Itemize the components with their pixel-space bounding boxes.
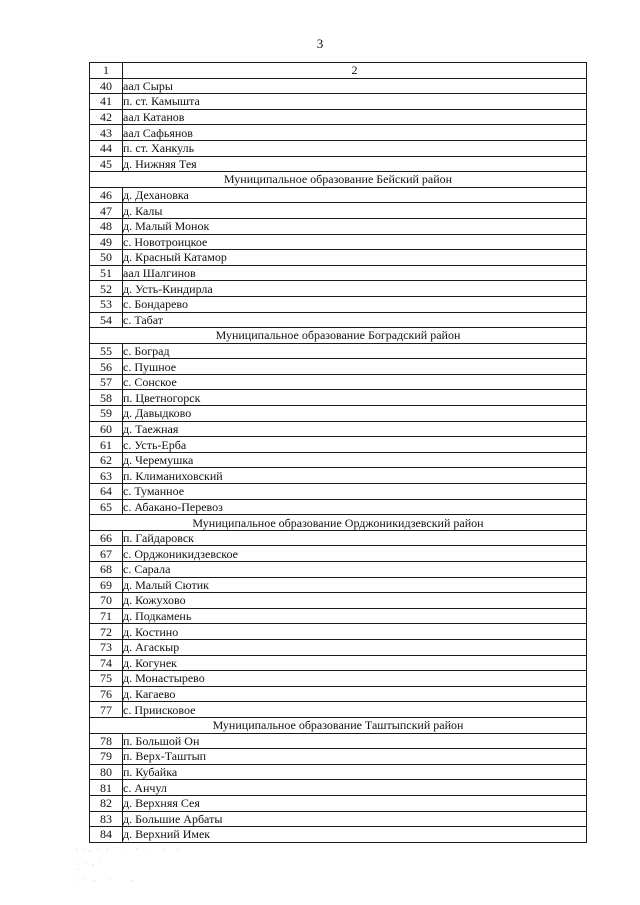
table-row: [90, 827, 587, 843]
row-number: 73: [90, 639, 123, 655]
section-title: Муниципальное образование Боградский район: [90, 328, 587, 344]
row-number: 69: [90, 577, 123, 593]
row-number: 52: [90, 281, 123, 297]
settlement-name: с. Приисковое: [123, 702, 587, 718]
table-row: [90, 562, 587, 578]
settlement-name: с. Новотроицкое: [123, 234, 587, 250]
settlement-name: п. ст. Камышта: [123, 94, 587, 110]
table-row: [90, 312, 587, 328]
row-number: 47: [90, 203, 123, 219]
row-number: 67: [90, 546, 123, 562]
row-number: 65: [90, 499, 123, 515]
table-row: [90, 156, 587, 172]
table-row: [90, 421, 587, 437]
settlement-name: п. Климаниховский: [123, 468, 587, 484]
section-header-row: [90, 172, 587, 188]
section-title: Муниципальное образование Таштыпский район: [90, 717, 587, 733]
settlement-name: д. Дехановка: [123, 187, 587, 203]
table-row: [90, 686, 587, 702]
table-row: [90, 593, 587, 609]
settlement-name: с. Сонское: [123, 374, 587, 390]
row-number: 74: [90, 655, 123, 671]
table-row: [90, 655, 587, 671]
settlement-name: с. Туманное: [123, 484, 587, 500]
table-row: [90, 484, 587, 500]
table-row: [90, 140, 587, 156]
settlement-name: д. Верхняя Сея: [123, 795, 587, 811]
settlement-name: д. Калы: [123, 203, 587, 219]
table-row: [90, 390, 587, 406]
row-number: 71: [90, 608, 123, 624]
table-row: [90, 608, 587, 624]
settlement-name: д. Малый Сютик: [123, 577, 587, 593]
table-row: [90, 624, 587, 640]
table-row: [90, 811, 587, 827]
row-number: 64: [90, 484, 123, 500]
settlement-name: д. Большие Арбаты: [123, 811, 587, 827]
settlement-name: с. Анчул: [123, 780, 587, 796]
row-number: 78: [90, 733, 123, 749]
row-number: 81: [90, 780, 123, 796]
table-row: [90, 281, 587, 297]
settlement-name: д. Кагаево: [123, 686, 587, 702]
section-title: Муниципальное образование Бейский район: [90, 172, 587, 188]
row-number: 63: [90, 468, 123, 484]
row-number: 53: [90, 296, 123, 312]
table-row: [90, 530, 587, 546]
table-header-row: [90, 63, 587, 79]
row-number: 41: [90, 94, 123, 110]
row-number: 84: [90, 827, 123, 843]
row-number: 61: [90, 437, 123, 453]
settlement-name: д. Красный Катамор: [123, 250, 587, 266]
row-number: 80: [90, 764, 123, 780]
settlement-name: д. Давыдково: [123, 406, 587, 422]
table-row: [90, 452, 587, 468]
settlements-table: [89, 62, 587, 843]
row-number: 54: [90, 312, 123, 328]
settlement-name: с. Бондарево: [123, 296, 587, 312]
settlement-name: п. Кубайка: [123, 764, 587, 780]
settlement-name: с. Орджоникидзевское: [123, 546, 587, 562]
settlement-name: аал Катанов: [123, 109, 587, 125]
row-number: 49: [90, 234, 123, 250]
row-number: 57: [90, 374, 123, 390]
settlement-name: аал Сафьянов: [123, 125, 587, 141]
settlement-name: д. Кожухово: [123, 593, 587, 609]
table-row: [90, 406, 587, 422]
table-row: [90, 780, 587, 796]
table-row: [90, 125, 587, 141]
settlement-name: д. Верхний Имек: [123, 827, 587, 843]
settlement-name: д. Черемушка: [123, 452, 587, 468]
settlement-name: д. Костино: [123, 624, 587, 640]
row-number: 62: [90, 452, 123, 468]
settlement-name: аал Шалгинов: [123, 265, 587, 281]
table-row: [90, 577, 587, 593]
settlement-name: д. Когунек: [123, 655, 587, 671]
table-row: [90, 343, 587, 359]
row-number: 58: [90, 390, 123, 406]
settlement-name: аал Сыры: [123, 78, 587, 94]
row-number: 50: [90, 250, 123, 266]
row-number: 68: [90, 562, 123, 578]
section-header-row: [90, 717, 587, 733]
section-title: Муниципальное образование Орджоникидзевский район: [90, 515, 587, 531]
row-number: 72: [90, 624, 123, 640]
table-row: [90, 218, 587, 234]
table-row: [90, 296, 587, 312]
settlement-name: д. Монастырево: [123, 671, 587, 687]
table-row: [90, 94, 587, 110]
table-row: [90, 468, 587, 484]
settlement-name: с. Абакано-Перевоз: [123, 499, 587, 515]
row-number: 59: [90, 406, 123, 422]
row-number: 48: [90, 218, 123, 234]
row-number: 83: [90, 811, 123, 827]
row-number: 44: [90, 140, 123, 156]
table-row: [90, 795, 587, 811]
row-number: 60: [90, 421, 123, 437]
table-row: [90, 671, 587, 687]
settlement-name: д. Малый Монок: [123, 218, 587, 234]
row-number: 79: [90, 749, 123, 765]
table-row: [90, 250, 587, 266]
row-number: 76: [90, 686, 123, 702]
table-row: [90, 187, 587, 203]
row-number: 66: [90, 530, 123, 546]
table-row: [90, 546, 587, 562]
row-number: 42: [90, 109, 123, 125]
table-row: [90, 78, 587, 94]
page-number: 3: [316, 36, 324, 51]
row-number: 45: [90, 156, 123, 172]
column-header-number: 1: [90, 63, 123, 79]
settlement-name: с. Боград: [123, 343, 587, 359]
row-number: 43: [90, 125, 123, 141]
table-row: [90, 374, 587, 390]
settlement-name: с. Пушное: [123, 359, 587, 375]
table-row: [90, 499, 587, 515]
settlement-name: д. Подкамень: [123, 608, 587, 624]
table-row: [90, 639, 587, 655]
settlement-name: д. Таежная: [123, 421, 587, 437]
settlement-name: д. Агаскыр: [123, 639, 587, 655]
settlement-name: п. Гайдаровск: [123, 530, 587, 546]
settlement-name: д. Нижняя Тея: [123, 156, 587, 172]
section-header-row: [90, 515, 587, 531]
row-number: 82: [90, 795, 123, 811]
settlement-name: п. Большой Он: [123, 733, 587, 749]
settlement-name: с. Усть-Ерба: [123, 437, 587, 453]
table-row: [90, 437, 587, 453]
table-row: [90, 359, 587, 375]
settlement-name: с. Сарала: [123, 562, 587, 578]
settlement-name: п. ст. Ханкуль: [123, 140, 587, 156]
column-header-name: 2: [123, 63, 587, 79]
table-row: [90, 265, 587, 281]
row-number: 51: [90, 265, 123, 281]
table-row: [90, 234, 587, 250]
settlement-name: п. Цветногорск: [123, 390, 587, 406]
settlement-name: с. Табат: [123, 312, 587, 328]
section-header-row: [90, 328, 587, 344]
row-number: 46: [90, 187, 123, 203]
row-number: 55: [90, 343, 123, 359]
table-row: [90, 702, 587, 718]
row-number: 40: [90, 78, 123, 94]
row-number: 56: [90, 359, 123, 375]
row-number: 77: [90, 702, 123, 718]
scan-noise-artifact: [74, 846, 194, 891]
settlement-name: п. Верх-Таштып: [123, 749, 587, 765]
table-row: [90, 733, 587, 749]
row-number: 75: [90, 671, 123, 687]
table-row: [90, 109, 587, 125]
row-number: 70: [90, 593, 123, 609]
table-row: [90, 749, 587, 765]
table-row: [90, 203, 587, 219]
settlement-name: д. Усть-Киндирла: [123, 281, 587, 297]
table-body: [90, 63, 587, 843]
table-row: [90, 764, 587, 780]
